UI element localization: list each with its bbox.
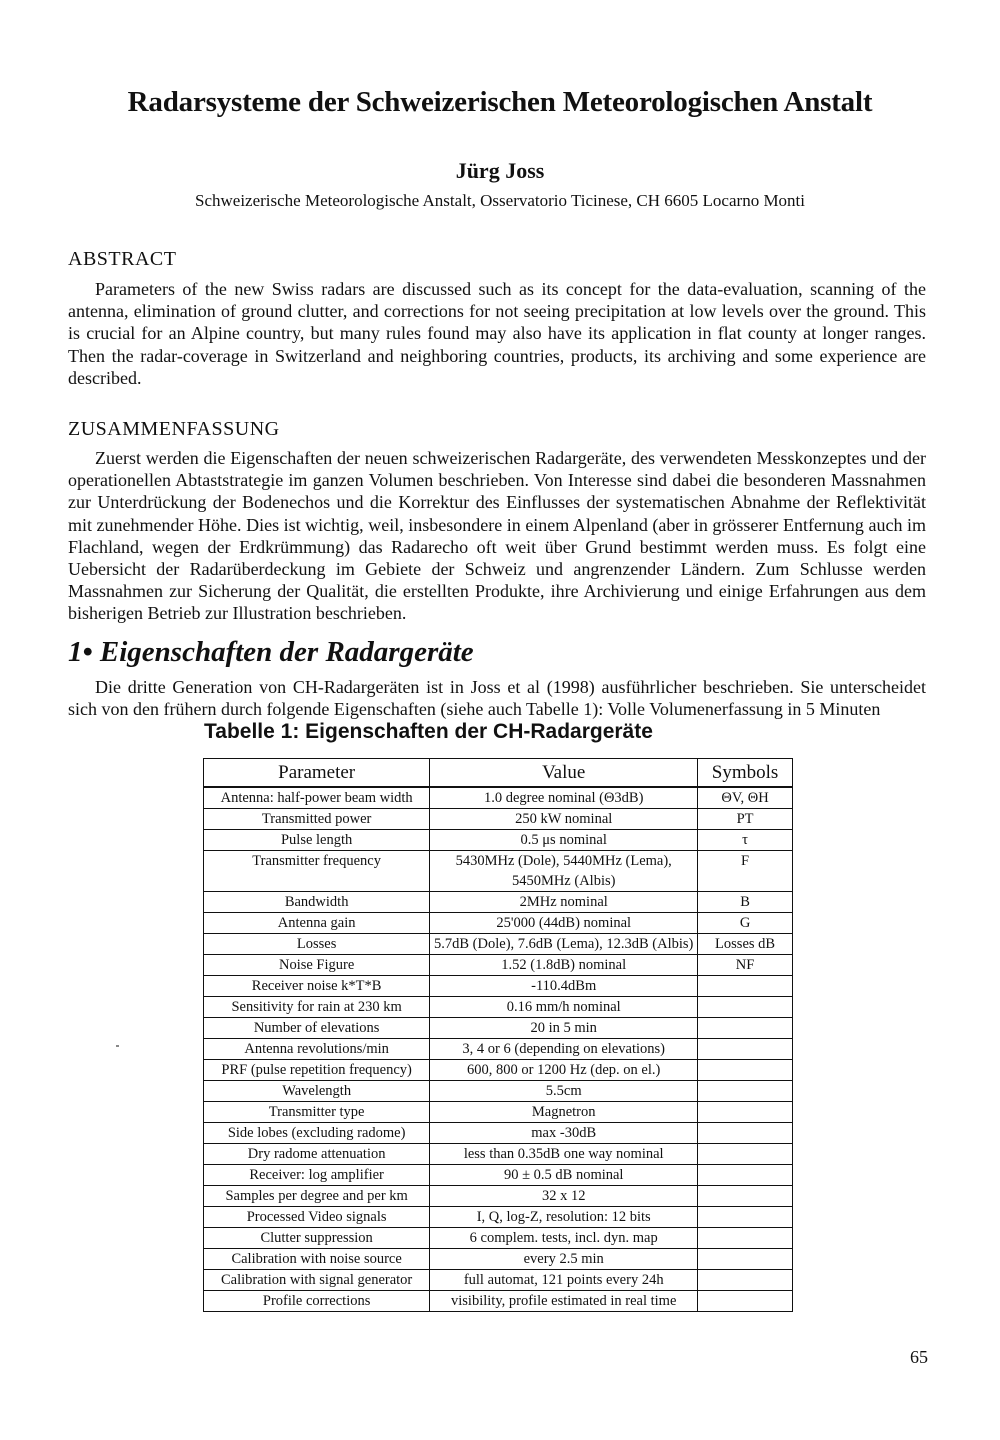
value-cell: 5.7dB (Dole), 7.6dB (Lema), 12.3dB (Albis) [430,934,698,955]
parameter-cell: Calibration with signal generator [204,1270,430,1291]
symbol-cell [698,1186,793,1207]
value-cell: 5.5cm [430,1081,698,1102]
table-row [204,851,793,892]
parameter-cell: Profile corrections [204,1291,430,1312]
table-row [204,934,793,955]
table-row [204,1228,793,1249]
parameter-cell: Dry radome attenuation [204,1144,430,1165]
table-row [204,955,793,976]
symbol-cell [698,997,793,1018]
symbol-cell [698,1270,793,1291]
symbol-cell: B [698,892,793,913]
section-1-title: 1• Eigenschaften der Radargeräte [68,636,474,668]
table-row [204,997,793,1018]
value-cell: 250 kW nominal [430,809,698,830]
symbol-cell [698,1144,793,1165]
symbol-cell: τ [698,830,793,851]
table-row [204,1291,793,1312]
value-cell: 1.0 degree nominal (Θ3dB) [430,788,698,809]
author-name: Jürg Joss [455,158,545,183]
value-cell: less than 0.35dB one way nominal [430,1144,698,1165]
value-cell: 3, 4 or 6 (depending on elevations) [430,1039,698,1060]
parameter-cell: Sensitivity for rain at 230 km [204,997,430,1018]
value-cell: full automat, 121 points every 24h [430,1270,698,1291]
parameter-cell: Transmitter type [204,1102,430,1123]
symbol-cell [698,1039,793,1060]
symbol-cell: PT [698,809,793,830]
value-cell: 32 x 12 [430,1186,698,1207]
value-cell: 90 ± 0.5 dB nominal [430,1165,698,1186]
parameter-cell: Receiver: log amplifier [204,1165,430,1186]
symbol-cell: F [698,851,793,892]
value-cell: Magnetron [430,1102,698,1123]
symbol-cell: ΘV, ΘH [698,788,793,809]
symbol-cell [698,1102,793,1123]
parameter-cell: Antenna revolutions/min [204,1039,430,1060]
table-caption: Tabelle 1: Eigenschaften der CH-Radargeräte [204,720,653,743]
table-row [204,1249,793,1270]
value-cell: 0.5 μs nominal [430,830,698,851]
parameter-cell: Receiver noise k*T*B [204,976,430,997]
table-row [204,1081,793,1102]
zusammenfassung-text: Zuerst werden die Eigenschaften der neuen schweizerischen Radargeräte, des verwendeten Messkonzeptes und der operationellen Abtaststrategie im ganzen Volumen beschrieben. Von Interesse sind dabei die besonderen Massnahmen zur Unterdrückung der Bodenechos und die Korrektur des Einflusses der systematischen Abnahme der Reflektivität mit zunehmender Höhe. Dies ist wichtig, weil, insbesondere in einem Alpenland (aber in grösserer Entfernung auch im Flachland, wegen der Erdkrümmung) das Radarecho oft weit über Grund bestimmt werden muss. Es folgt eine Uebersicht der Radarüberdeckung im Gebiete der Schweiz und angrenzender Ländern. Zum Schlusse werden Massnahmen zur Sicherung der Qualität, die erstellten Produkte, ihre Archivierung und einige Erfahrungen aus dem bisherigen Betrieb zur Illustration beschrieben. [68,448,926,624]
page-number: 65 [910,1347,928,1367]
symbol-cell [698,976,793,997]
value-cell: 5430MHz (Dole), 5440MHz (Lema), 5450MHz (Albis) [430,851,698,892]
abstract-text: Parameters of the new Swiss radars are discussed such as its concept for the data-evaluation, scanning of the antenna, elimination of ground clutter, and corrections for not seeing precipitation at low levels over the ground. This is crucial for an Alpine country, but many rules found may also have its application in flat county at longer ranges. Then the radar-coverage in Switzerland and neighboring countries, products, its archiving and some experience are described. [68,279,926,388]
table-row [204,1039,793,1060]
parameter-cell: Pulse length [204,830,430,851]
table-row [204,913,793,934]
symbol-cell [698,1207,793,1228]
symbol-cell [698,1081,793,1102]
parameter-cell: Samples per degree and per km [204,1186,430,1207]
parameter-cell: Side lobes (excluding radome) [204,1123,430,1144]
table-row [204,1186,793,1207]
table-row [204,1102,793,1123]
zusammenfassung-heading: ZUSAMMENFASSUNG [68,418,280,440]
table-row [204,788,793,809]
value-cell: visibility, profile estimated in real time [430,1291,698,1312]
value-cell: 25'000 (44dB) nominal [430,913,698,934]
parameter-cell: PRF (pulse repetition frequency) [204,1060,430,1081]
parameter-cell: Clutter suppression [204,1228,430,1249]
parameter-cell: Bandwidth [204,892,430,913]
radar-properties-table [203,758,793,1312]
value-cell: I, Q, log-Z, resolution: 12 bits [430,1207,698,1228]
table-row [204,809,793,830]
symbol-cell [698,1165,793,1186]
parameter-cell: Calibration with noise source [204,1249,430,1270]
scan-mark [116,1045,119,1047]
zusammenfassung-body [68,447,926,625]
value-cell: 2MHz nominal [430,892,698,913]
value-cell: max -30dB [430,1123,698,1144]
table-header-row [204,759,793,787]
symbol-cell: NF [698,955,793,976]
table-body [204,788,793,1312]
table-row [204,976,793,997]
paper-title: Radarsysteme der Schweizerischen Meteorologischen Anstalt [127,86,873,118]
parameter-cell: Antenna: half-power beam width [204,788,430,809]
symbol-cell: Losses dB [698,934,793,955]
parameter-cell: Number of elevations [204,1018,430,1039]
parameter-cell: Processed Video signals [204,1207,430,1228]
parameter-cell: Wavelength [204,1081,430,1102]
symbol-cell [698,1060,793,1081]
column-header-symbols: Symbols [698,759,793,787]
value-cell: -110.4dBm [430,976,698,997]
table-row [204,1270,793,1291]
value-cell: 600, 800 or 1200 Hz (dep. on el.) [430,1060,698,1081]
parameter-cell: Transmitter frequency [204,851,430,892]
section-1-body [68,676,926,720]
parameter-cell: Noise Figure [204,955,430,976]
value-cell: 6 complem. tests, incl. dyn. map [430,1228,698,1249]
table-row [204,892,793,913]
symbol-cell [698,1123,793,1144]
table-row [204,1207,793,1228]
value-cell: 20 in 5 min [430,1018,698,1039]
table-row [204,1060,793,1081]
symbol-cell: G [698,913,793,934]
table-row [204,830,793,851]
value-cell: 1.52 (1.8dB) nominal [430,955,698,976]
symbol-cell [698,1228,793,1249]
section-1-text: Die dritte Generation von CH-Radargeräten ist in Joss et al (1998) ausführlicher beschrieben. Sie unterscheidet sich von den frühern durch folgende Eigenschaften (siehe auch Tabelle 1): Volle Volumenerfassung in 5 Minuten [68,677,926,720]
symbol-cell [698,1291,793,1312]
table-row [204,1018,793,1039]
parameter-cell: Losses [204,934,430,955]
value-cell: every 2.5 min [430,1249,698,1270]
author-affiliation: Schweizerische Meteorologische Anstalt, Osservatorio Ticinese, CH 6605 Locarno Monti [195,191,805,210]
value-cell: 0.16 mm/h nominal [430,997,698,1018]
parameter-cell: Transmitted power [204,809,430,830]
abstract-body [68,278,926,389]
abstract-heading: ABSTRACT [68,248,177,270]
table-row [204,1165,793,1186]
table-row [204,1144,793,1165]
column-header-parameter: Parameter [204,759,430,787]
symbol-cell [698,1018,793,1039]
parameter-cell: Antenna gain [204,913,430,934]
column-header-value: Value [430,759,698,787]
table-row [204,1123,793,1144]
symbol-cell [698,1249,793,1270]
